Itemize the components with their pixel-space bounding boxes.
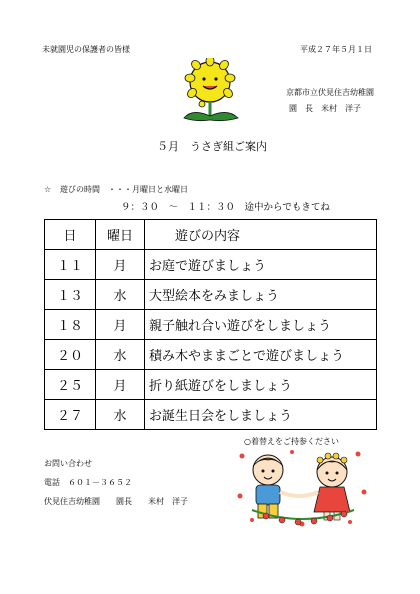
contact-heading: お問い合わせ [44,459,92,468]
page-title: ５月 うさぎ組ご案内 [157,140,267,153]
activity-cell: 積み木やままごとで遊びましょう [145,340,377,370]
day-cell: ２７ [45,400,96,430]
weekday-cell: 水 [96,280,145,310]
star-icon: ☆ [44,185,52,194]
weekday-cell: 水 [96,340,145,370]
weekday-cell: 水 [96,400,145,430]
header-day: 日 [45,220,96,250]
day-cell: ２０ [45,340,96,370]
weekday-cell: 月 [96,250,145,280]
school-name: 京都市立伏見住吉幼稚園 [286,88,374,97]
table-header-row [45,220,377,250]
activity-cell: 親子触れ合い遊びをしましょう [145,310,377,340]
principal-name: 園 長 米村 洋子 [289,104,361,113]
table-row [45,370,377,400]
contact-footer: 伏見住吉幼稚園 園長 米村 洋子 [44,497,188,506]
boy-child-icon [253,455,283,518]
table-row [45,310,377,340]
dandelion-flower-icon [185,58,235,102]
day-cell: ２５ [45,370,96,400]
bring-clothes-note: ○着替えをご持参ください [244,437,339,446]
schedule-time: ９：３０ ～ １１：３０ 途中からでもきてね [121,202,330,213]
activity-cell: 大型絵本をみましょう [145,280,377,310]
day-cell: １３ [45,280,96,310]
header-activity: 遊びの内容 [145,220,377,250]
activity-cell: お誕生日会をしましょう [145,400,377,430]
table-row [45,400,377,430]
weekday-cell: 月 [96,370,145,400]
dandelion-illustration [172,58,252,128]
activity-cell: 折り紙遊びをしましょう [145,370,377,400]
schedule-table [44,219,377,430]
children-illustration [232,448,372,528]
day-cell: １１ [45,250,96,280]
girl-child-icon [314,453,350,520]
header-weekday: 曜日 [96,220,145,250]
weekday-cell: 月 [96,310,145,340]
day-cell: １８ [45,310,96,340]
activity-cell: お庭で遊びましょう [145,250,377,280]
table-row [45,280,377,310]
contact-phone: 電話 ６０１－３６５２ [44,478,132,487]
table-row [45,340,377,370]
table-row [45,250,377,280]
issue-date: 平成２７年５月１日 [300,45,372,54]
addressee: 未就園児の保護者の皆様 [42,45,130,54]
schedule-days: 遊びの時間 ・・・月曜日と水曜日 [60,185,188,194]
